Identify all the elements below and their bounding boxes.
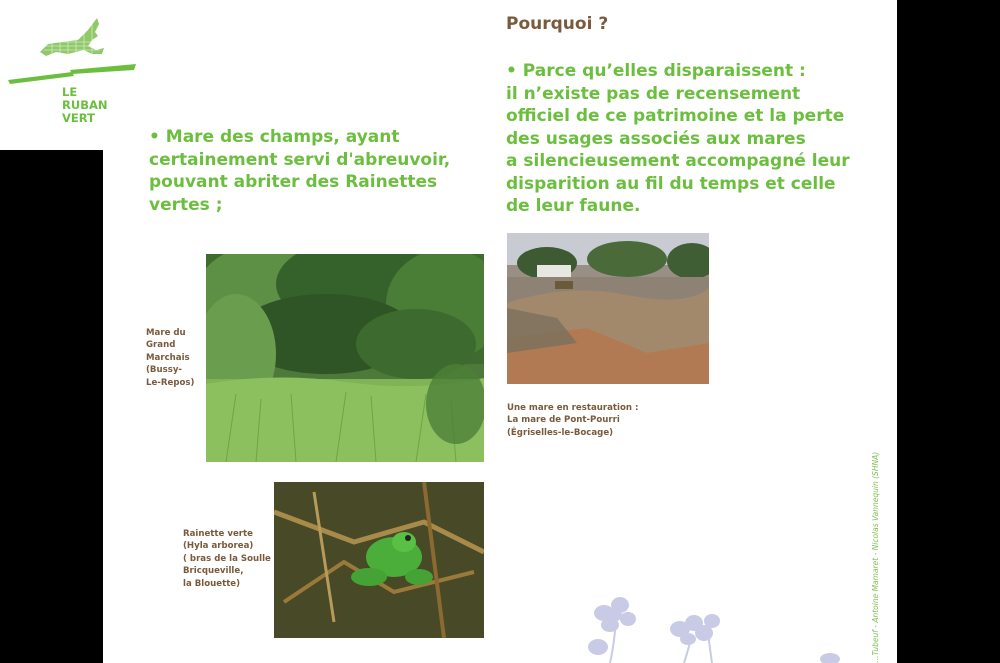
decorative-flowers xyxy=(580,585,850,663)
text-line: pouvant abriter des Rainettes xyxy=(149,172,438,192)
text-line: officiel de ce patrimoine et la perte xyxy=(506,106,845,126)
mare-des-champs-text xyxy=(149,126,450,216)
caption-line: La mare de Pont-Pourri xyxy=(507,415,620,426)
text-line: a silencieusement accompagné leur xyxy=(506,151,850,171)
pourquoi-text xyxy=(506,60,850,218)
mare-caption xyxy=(146,327,194,389)
caption-line: la Blouette) xyxy=(183,578,241,589)
caption-line: Le-Repos) xyxy=(146,377,195,388)
rainette-caption xyxy=(183,528,271,590)
text-line: disparition au fil du temps et celle xyxy=(506,173,836,194)
caption-line: Mare du xyxy=(146,328,186,338)
black-margin xyxy=(0,150,103,663)
caption-line: (Égriselles-le-Bocage) xyxy=(507,427,614,438)
mare-image xyxy=(206,254,484,462)
text-line: certainement servi d'abreuvoir, xyxy=(149,149,451,170)
restauration-caption xyxy=(507,402,638,439)
logo-line: VERT xyxy=(62,111,95,125)
text-line: • Parce qu’elles disparaissent : xyxy=(506,61,806,81)
caption-line: Bricqueville, xyxy=(183,566,244,577)
restoration-image xyxy=(507,233,709,384)
text-line: il n’existe pas de recensement xyxy=(506,83,801,104)
rainette-photo xyxy=(274,482,484,638)
pourquoi-heading: Pourquoi ? xyxy=(506,14,609,34)
mare-photo xyxy=(206,254,484,462)
ruban-vert-logo xyxy=(0,0,140,150)
logo-line: RUBAN xyxy=(62,98,108,112)
caption-line: ( bras de la Soulle xyxy=(183,553,271,564)
caption-line: (Hyla arborea) xyxy=(183,541,254,552)
text-line: • Mare des champs, ayant xyxy=(149,127,400,147)
logo-line: LE xyxy=(62,85,78,99)
caption-line: Grand xyxy=(146,340,176,351)
text-line: vertes ; xyxy=(149,194,223,215)
text-line: de leur faune. xyxy=(506,196,641,216)
deer-ribbon-icon xyxy=(0,0,140,90)
text-line: des usages associés aux mares xyxy=(506,128,806,149)
caption-line: (Bussy- xyxy=(146,365,182,376)
photo-credit: …Tubeuf - Antoine Mamaret - Nicolas Vannequin (SHNA) xyxy=(871,451,880,663)
frog-image xyxy=(274,482,484,638)
restauration-photo xyxy=(507,233,709,384)
caption-line: Rainette verte xyxy=(183,529,253,539)
caption-line: Une mare en restauration : xyxy=(507,403,639,413)
caption-line: Marchais xyxy=(146,352,190,363)
